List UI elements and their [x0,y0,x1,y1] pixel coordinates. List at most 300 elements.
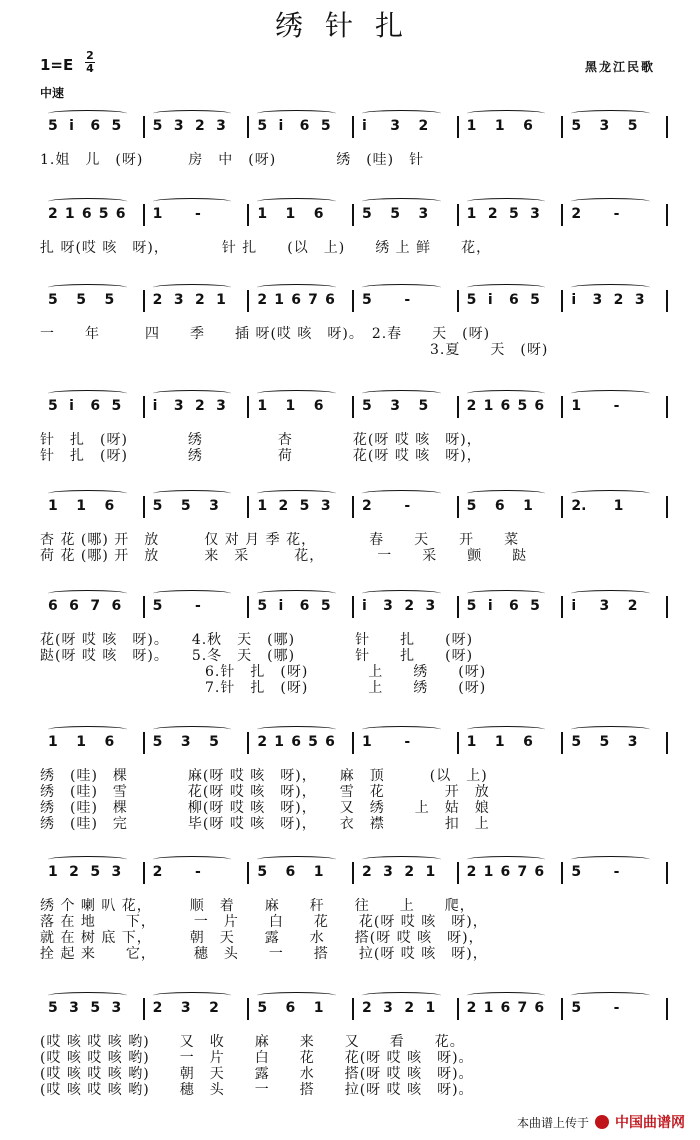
slur [257,284,336,291]
barline [666,862,668,884]
note: i [362,598,367,614]
note: 5 [152,734,163,750]
note: i [571,292,577,308]
note-row [0,286,700,316]
note: i [487,292,493,308]
slur [362,726,441,733]
barline [561,998,563,1020]
barline [143,596,145,618]
slur [571,490,650,497]
note: 3 [173,118,184,134]
note: 3 [69,1000,79,1016]
note: 1 [571,398,582,414]
note: 3 [627,734,638,750]
barline [457,396,459,418]
note: 3 [530,206,540,222]
note: 2. [571,498,587,514]
slur [48,726,127,733]
barline [352,596,354,618]
note: i [571,598,577,614]
note: 6 [523,734,533,750]
note: 5 [362,398,372,414]
note: 6 [299,118,310,134]
note-row [0,492,700,522]
note: 1 [64,206,75,222]
note: 6 [111,598,122,614]
note: 2 [404,1000,415,1016]
note: 1 [257,398,268,414]
note: 1 [313,864,324,880]
note: 2 [195,292,205,308]
barline [457,596,459,618]
slur [48,490,127,497]
note: 1 [483,864,494,880]
note: 5 [299,498,310,514]
lyric-line: 针 扎 (呀) 绣 荷 花(呀 哎 咳 呀)， [40,448,482,464]
note: 1 [425,1000,436,1016]
note: 3 [111,864,122,880]
lyric-line: 跶(呀 哎 咳 呀)。 5.冬 天 (哪) 针 扎 (呀) [40,648,474,664]
note: 5 [571,734,582,750]
note: 6 [81,206,92,222]
barline [352,116,354,138]
barline [561,596,563,618]
barline [666,732,668,754]
note: - [613,206,620,222]
note: 6 [494,498,505,514]
note: 1 [494,734,505,750]
slur [467,490,546,497]
barline [247,496,249,518]
note: 5 [104,292,115,308]
note: i [69,398,74,414]
barline [666,596,668,618]
barline [352,204,354,226]
slur [362,390,441,397]
barline [561,862,563,884]
note: 5 [517,398,528,414]
note: 1 [216,292,226,308]
barline [457,998,459,1020]
note: 6 [500,1000,511,1016]
song-origin: 黑龙江民歌 [585,60,656,74]
barline [352,396,354,418]
note: 2 [362,498,372,514]
note: 6 [104,734,115,750]
note: 3 [390,118,400,134]
note: 2 [152,292,163,308]
note: 3 [425,598,436,614]
note: 5 [599,734,610,750]
barline [666,204,668,226]
note-row [0,858,700,888]
footer [517,1112,685,1132]
note: 1 [48,734,58,750]
barline [666,396,668,418]
lyric-line: 就 在 树 底 下， 朝 天 露 水 搭(呀 哎 咳 呀)， [40,930,484,946]
barline [143,290,145,312]
note: 2 [466,398,477,414]
barline [143,862,145,884]
lyric-line: 一 年 四 季 插 呀(哎 咳 呀)。 2.春 天 (呀) [40,326,491,342]
note: 1 [466,118,477,134]
barline [352,732,354,754]
slur [467,390,546,397]
slur [257,856,336,863]
note: 2 [466,864,477,880]
barline [247,290,249,312]
note: 6 [534,398,545,414]
slur [362,110,441,117]
slur [257,490,336,497]
tempo-marking: 中速 [40,86,65,100]
slur [153,490,232,497]
barline [457,204,459,226]
note: 1 [613,498,624,514]
note: 1 [466,734,477,750]
barline [352,998,354,1020]
barline [457,732,459,754]
note: - [195,598,201,614]
note: i [362,118,367,134]
slur [362,490,441,497]
note: 1 [76,734,86,750]
note: 5 [308,734,318,750]
slur [362,856,441,863]
slur [571,856,650,863]
slur [467,992,546,999]
note: 5 [571,118,582,134]
lyric-line: 3.夏 天 (呀) [40,342,549,358]
note: 3 [383,864,393,880]
note: 6 [509,598,519,614]
note: 5 [257,598,268,614]
note: 3 [209,498,219,514]
note: 2 [152,1000,163,1016]
slur [48,198,127,205]
barline [561,290,563,312]
note: 1 [48,498,58,514]
note: 6 [313,206,324,222]
barline [247,204,249,226]
note: 5 [76,292,86,308]
barline [352,496,354,518]
note: - [404,498,411,514]
note: 6 [291,292,301,308]
lyric-line: 扎 呀(哎 咳 呀)， 针 扎 (以 上) 绣 上 鲜 花， [40,240,492,256]
page-title: 绣针扎 [274,9,425,42]
slur [362,992,441,999]
lyric-line: 绣 (哇) 棵 麻(呀 哎 咳 呀)， 麻 顶 (以 上) [40,768,488,784]
note: 5 [530,292,540,308]
note-row [0,728,700,758]
note: 2 [257,734,268,750]
note: 6 [313,398,324,414]
note: 5 [257,118,268,134]
note: 1 [313,1000,324,1016]
barline [666,998,668,1020]
note: 6 [285,1000,296,1016]
slur [571,110,650,117]
slur [257,992,336,999]
barline [666,496,668,518]
note: 2 [195,398,205,414]
note: 5 [530,598,540,614]
slur [571,992,650,999]
slur [153,992,232,999]
note: - [613,398,620,414]
barline [247,596,249,618]
note: 5 [390,206,400,222]
note: 1 [274,292,285,308]
note: 5 [466,498,477,514]
slur [153,284,232,291]
note: 1 [425,864,436,880]
slur [467,284,546,291]
slur [467,856,546,863]
note: 5 [571,864,582,880]
barline [143,396,145,418]
note: 3 [173,398,184,414]
note: 7 [517,1000,528,1016]
note: - [613,864,620,880]
note: 6 [48,598,58,614]
barline [457,862,459,884]
note: 3 [599,598,610,614]
note: i [487,598,493,614]
note: 2 [209,1000,219,1016]
lyric-line: 绣 (哇) 棵 柳(呀 哎 咳 呀)， 又 绣 上 姑 娘 [40,800,490,816]
lyric-line: 荷 花 (哪) 开 放 来 采 花， 一 采 颤 跶 [40,548,528,564]
barline [247,862,249,884]
note: 6 [500,398,511,414]
barline [352,862,354,884]
slur [467,198,546,205]
lyric-line: 杏 花 (哪) 开 放 仅 对 月 季 花， 春 天 开 菜 [40,532,520,548]
note-row [0,392,700,422]
slur [48,110,127,117]
note: 2 [257,292,268,308]
note: 1 [257,206,268,222]
key-signature: 1=E [40,56,74,74]
lyric-line: 花(呀 哎 咳 呀)。 4.秋 天 (哪) 针 扎 (呀) [40,632,474,648]
barline [143,116,145,138]
note: 7 [90,598,101,614]
note: 6 [325,292,335,308]
note: 2 [152,864,163,880]
note: 3 [390,398,400,414]
site-brand: 中国曲谱网 [615,1115,685,1131]
slur [571,390,650,397]
note: 1 [285,398,296,414]
note: 1 [76,498,86,514]
barline [143,204,145,226]
note: 6 [534,864,545,880]
note: 5 [48,398,58,414]
note: 5 [180,498,191,514]
note: 5 [48,118,58,134]
slur [48,390,127,397]
note: 5 [362,292,372,308]
barline [247,116,249,138]
slur [153,856,232,863]
footer-text: 本曲谱上传于 [516,1115,589,1130]
note: i [278,118,284,134]
slur [48,284,127,291]
note: 2 [404,598,415,614]
note: 6 [299,598,310,614]
note: 3 [418,206,429,222]
note: - [195,864,201,880]
note: i [278,598,284,614]
note: 6 [285,864,296,880]
note: 7 [517,864,528,880]
note: 1 [483,398,494,414]
note: 6 [500,864,511,880]
lyric-line: 绣 (哇) 雪 花(呀 哎 咳 呀)， 雪 花 开 放 [40,784,490,800]
slur [48,856,127,863]
note: 6 [90,398,101,414]
note: 2 [278,498,289,514]
note: 2 [48,206,58,222]
note: 1 [48,864,58,880]
lyric-line: (哎 咳 哎 咳 哟) 朝 天 露 水 搭(呀 哎 咳 呀)。 [40,1066,474,1082]
note: 5 [152,598,163,614]
lyric-line: 针 扎 (呀) 绣 杏 花(呀 哎 咳 呀)， [40,432,482,448]
note: 1 [152,206,163,222]
note: 5 [509,206,519,222]
note: 5 [111,118,122,134]
note: 2 [418,118,429,134]
note: 3 [320,498,331,514]
slur [362,284,441,291]
slur [571,590,650,597]
barline [247,998,249,1020]
note: 3 [180,1000,191,1016]
note: 3 [634,292,645,308]
lyric-line: 1.姐 儿 (呀) 房 中 (呀) 绣 (哇) 针 [40,152,425,168]
note: 5 [320,118,331,134]
barline [457,496,459,518]
note: 2 [466,1000,477,1016]
note: 5 [257,864,268,880]
note: 2 [627,598,638,614]
lyric-line: (哎 咳 哎 咳 哟) 穗 头 一 搭 拉(呀 哎 咳 呀)。 [40,1082,474,1098]
note: 3 [216,398,226,414]
note: 5 [571,1000,582,1016]
note: 5 [111,398,122,414]
lyric-line: 绣 个 喇 叭 花， 顺 着 麻 秆 往 上 爬， [40,898,475,914]
slur [571,284,650,291]
note: 2 [571,206,582,222]
note: 1 [466,206,477,222]
note: 3 [592,292,603,308]
note: 5 [362,206,372,222]
note: 6 [523,118,533,134]
lyric-line: 拴 起 来 它， 穗 头 一 搭 拉(呀 哎 咳 呀)， [40,946,488,962]
note: 3 [180,734,191,750]
note: 2 [362,1000,372,1016]
note: 5 [257,1000,268,1016]
note: 6 [325,734,335,750]
slur [257,726,336,733]
note: 5 [627,118,638,134]
slur [571,726,650,733]
note: 7 [308,292,318,308]
slur [571,198,650,205]
time-signature [85,50,95,75]
barline [561,732,563,754]
barline [561,396,563,418]
note: 6 [69,598,79,614]
note: 6 [90,118,101,134]
barline [561,116,563,138]
note: 3 [111,1000,122,1016]
slur [153,726,232,733]
note: 5 [418,398,429,414]
note-row [0,592,700,622]
barline [352,290,354,312]
slur [362,198,441,205]
slur [257,110,336,117]
slur [467,726,546,733]
slur [362,590,441,597]
slur [48,992,127,999]
note: - [404,734,411,750]
barline [457,290,459,312]
lyric-line: 绣 (哇) 完 毕(呀 哎 咳 呀)， 衣 襟 扣 上 [40,816,490,832]
note: 2 [487,206,498,222]
note-row [0,994,700,1024]
note: - [613,1000,620,1016]
note: 5 [466,292,477,308]
slur [257,590,336,597]
note: 5 [48,1000,58,1016]
slur [153,590,232,597]
barline [143,732,145,754]
note: 3 [383,1000,393,1016]
barline [143,496,145,518]
slur [153,110,232,117]
note-row [0,112,700,142]
note: 6 [104,498,115,514]
note: 2 [404,864,415,880]
note: 5 [152,498,163,514]
note: 3 [383,598,393,614]
note: 1 [523,498,533,514]
note: 2 [195,118,205,134]
note: 5 [90,1000,101,1016]
note: 6 [534,1000,545,1016]
barline [247,396,249,418]
note: 2 [69,864,79,880]
slur [257,390,336,397]
note: 5 [152,118,163,134]
note: 2 [613,292,624,308]
lyric-line: 6.针 扎 (呀) 上 绣 (呀) [40,664,487,680]
time-signature-bottom: 4 [86,62,94,75]
note: 1 [285,206,296,222]
barline [561,496,563,518]
barline [247,732,249,754]
note: 1 [274,734,285,750]
note: 3 [599,118,610,134]
note: 1 [257,498,268,514]
note: 3 [173,292,184,308]
barline [143,998,145,1020]
slur [467,590,546,597]
note-row [0,200,700,230]
